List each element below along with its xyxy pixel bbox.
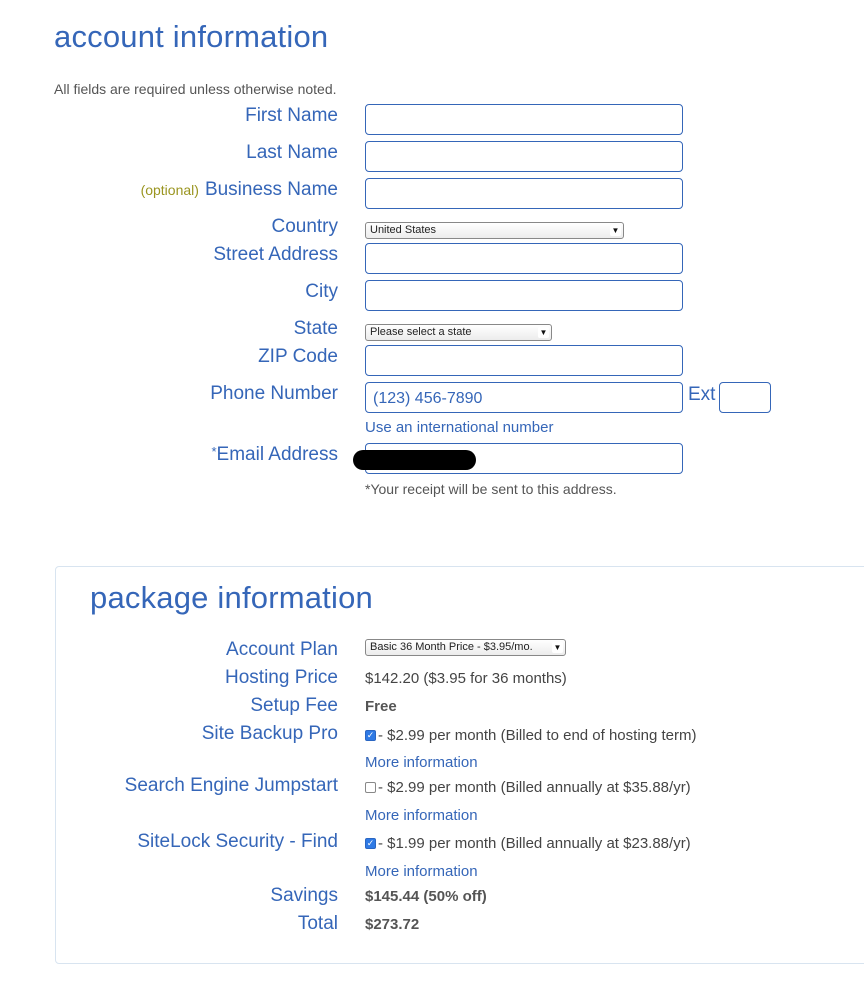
account-plan-value: Basic 36 Month Price - $3.95/mo. (370, 641, 533, 653)
site-backup-label: Site Backup Pro (201, 723, 338, 744)
sitelock-checkbox[interactable]: ✓ (366, 838, 375, 848)
email-label-text: Email Address (216, 444, 338, 465)
account-heading: account information (54, 19, 329, 54)
zip-input[interactable] (365, 345, 683, 376)
package-heading: package information (90, 580, 373, 615)
state-label: State (293, 318, 338, 339)
sitelock-label: SiteLock Security - Find (137, 831, 338, 852)
city-input[interactable] (365, 280, 683, 311)
site-backup-more-info-link[interactable]: More information (365, 754, 478, 771)
site-backup-text: - $2.99 per month (Billed to end of hosting term) (378, 727, 697, 744)
international-number-link[interactable]: Use an international number (365, 419, 554, 436)
street-address-label: Street Address (213, 244, 338, 265)
ext-label: Ext (688, 384, 716, 405)
required-mark: * (211, 444, 217, 459)
total-label: Total (297, 913, 338, 934)
last-name-input[interactable] (365, 141, 683, 172)
account-plan-label: Account Plan (226, 639, 338, 660)
account-plan-select[interactable] (365, 639, 566, 656)
state-select[interactable] (365, 324, 552, 341)
phone-input[interactable]: (123) 456-7890 (365, 382, 683, 413)
business-name-label (141, 179, 338, 201)
redaction-mark (353, 450, 476, 470)
sitelock-text: - $1.99 per month (Billed annually at $23.88/yr) (378, 835, 691, 852)
seo-jumpstart-label: Search Engine Jumpstart (124, 775, 338, 796)
setup-fee-label: Setup Fee (250, 695, 338, 716)
chevron-down-icon: ▼ (553, 643, 562, 652)
zip-label: ZIP Code (258, 346, 338, 367)
savings-label: Savings (270, 885, 338, 906)
seo-jumpstart-more-info-link[interactable]: More information (365, 807, 478, 824)
sitelock-row (365, 835, 691, 852)
seo-jumpstart-row (365, 779, 691, 796)
hosting-price-value: $142.20 ($3.95 for 36 months) (365, 670, 567, 687)
business-name-text: Business Name (204, 179, 338, 200)
country-select-value: United States (370, 224, 437, 236)
optional-tag: (optional) (140, 182, 199, 198)
seo-jumpstart-text: - $2.99 per month (Billed annually at $35.88/yr) (378, 779, 691, 796)
ext-input[interactable] (719, 382, 771, 413)
email-label (211, 444, 338, 466)
last-name-label: Last Name (246, 142, 338, 163)
country-select[interactable] (365, 222, 624, 239)
savings-value: $145.44 (50% off) (365, 888, 487, 905)
first-name-input[interactable] (365, 104, 683, 135)
seo-jumpstart-checkbox[interactable] (365, 782, 376, 793)
business-name-input[interactable] (365, 178, 683, 209)
street-address-input[interactable] (365, 243, 683, 274)
site-backup-row (365, 727, 697, 744)
state-select-value: Please select a state (370, 326, 472, 338)
city-label: City (305, 281, 338, 302)
receipt-note: *Your receipt will be sent to this address. (365, 481, 617, 497)
first-name-label: First Name (245, 105, 338, 126)
sitelock-more-info-link[interactable]: More information (365, 863, 478, 880)
phone-label: Phone Number (210, 383, 338, 404)
chevron-down-icon: ▼ (611, 226, 620, 235)
required-note: All fields are required unless otherwise noted. (54, 81, 337, 97)
total-value: $273.72 (365, 916, 420, 933)
site-backup-checkbox[interactable]: ✓ (366, 730, 375, 740)
chevron-down-icon: ▼ (539, 328, 548, 337)
setup-fee-value: Free (365, 698, 397, 715)
country-label: Country (271, 216, 338, 237)
hosting-price-label: Hosting Price (225, 667, 338, 688)
